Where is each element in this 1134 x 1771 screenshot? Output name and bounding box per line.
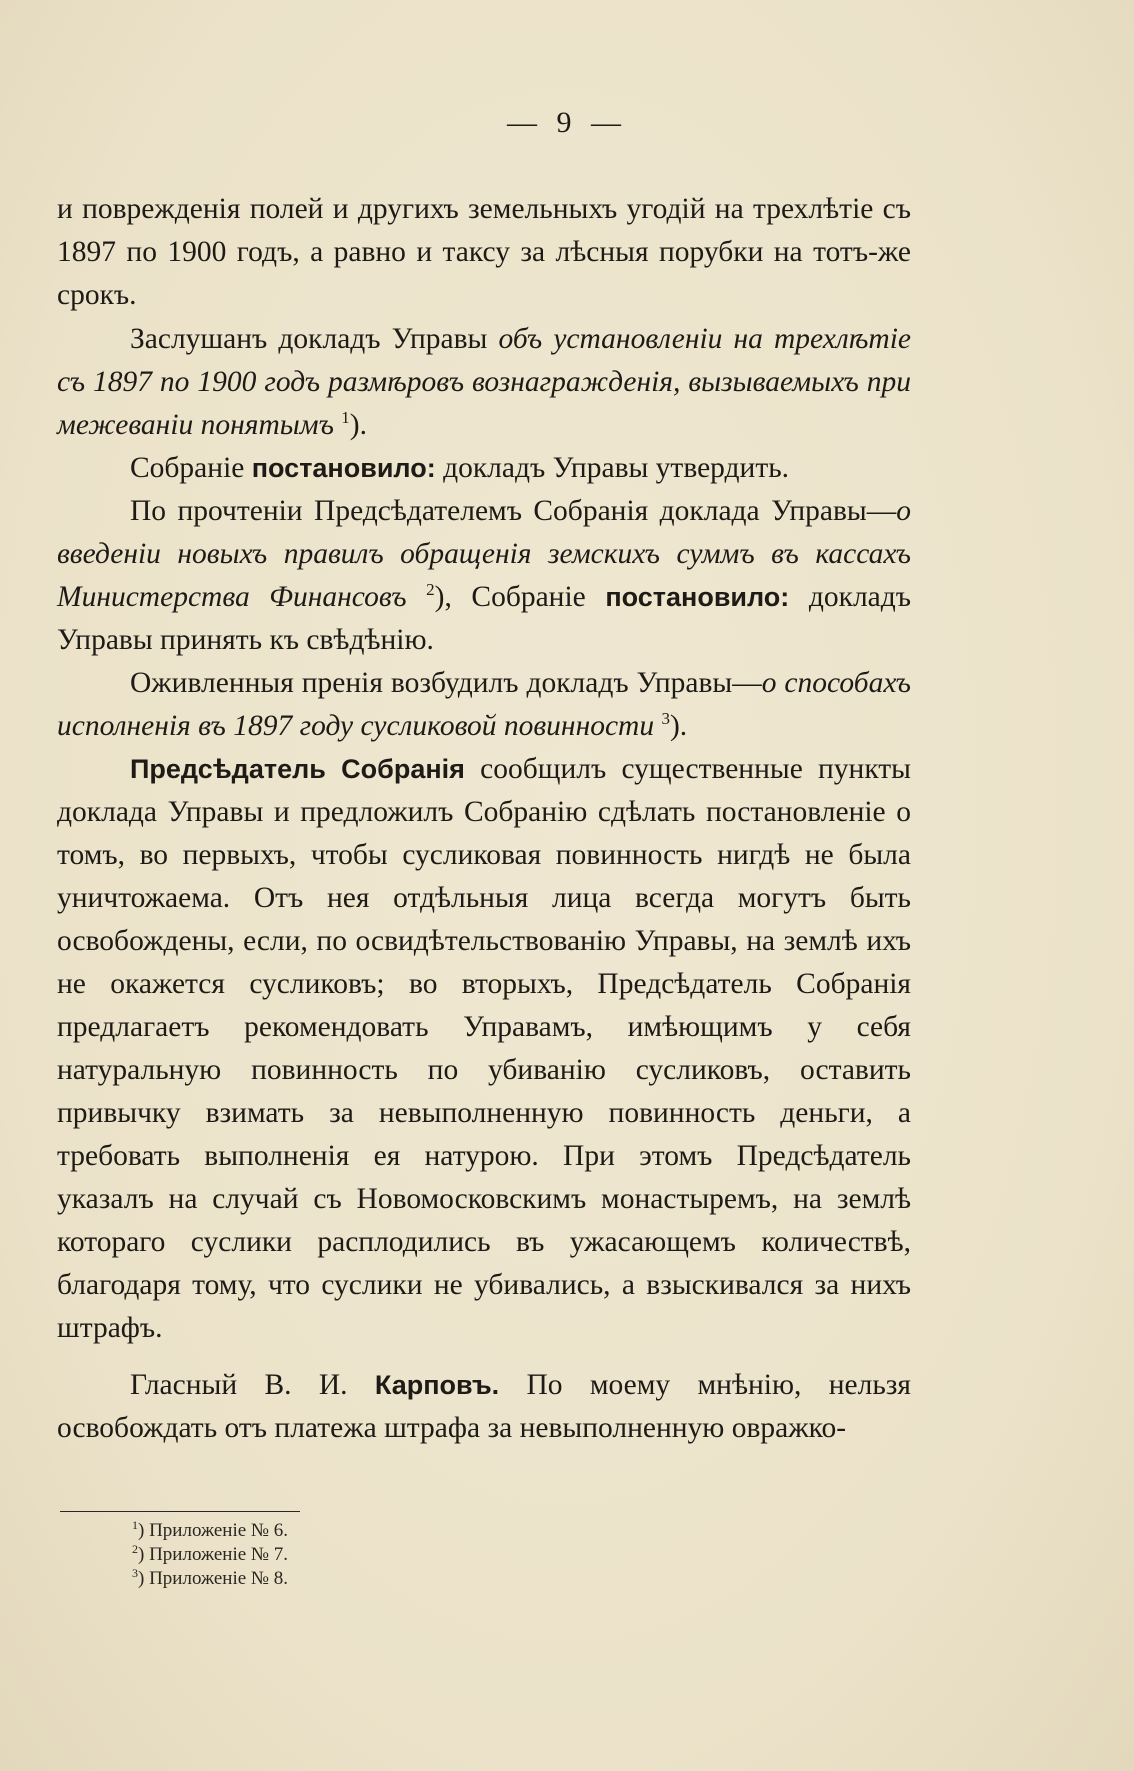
footnote-1-text: ) Приложеніе № 6. [138, 1520, 289, 1541]
footnote-3-text: ) Приложеніе № 8. [138, 1568, 289, 1589]
paragraph-4-topic: о введеніи новыхъ правилъ обращенія земскихъ суммъ въ кассахъ Министерства Финансовъ [57, 495, 911, 613]
paragraph-3-lead: Собраніе [130, 452, 252, 484]
paragraph-4-lead: По прочтеніи Предсѣдателемъ Собранія доклада Управы— [130, 495, 897, 527]
footnotes [132, 1519, 288, 1591]
paragraph-6-text: сообщилъ существенные пункты доклада Управы и предложилъ Собранію сдѣлать постановленіе о томъ, во первыхъ, чтобы сусликовая повинность нигдѣ не была уничтожаема. Отъ нея отдѣльныя лица всегда могутъ быть освобождены, если, по освидѣтельствованію Управы, на землѣ ихъ не окажется сусликовъ; во вторыхъ, Предсѣдатель Собранія предлагаетъ рекомендовать Управамъ, имѣющимъ у себя натуральную повинность по убиванію сусликовъ, оставить привычку взимать за невыполненную повинность деньги, а требовать выполненія ея натурою. При этомъ Предсѣдатель указалъ на случай съ Новомосковскимъ монастыремъ, на землѣ котораго суслики расплодились въ ужасающемъ количествѣ, благодаря тому, что суслики не убивались, а взыскивался за нихъ штрафъ. [57, 753, 911, 1344]
paragraph-2-topic: объ установленіи на трехлѣтіе съ 1897 по 1900 годъ размѣровъ вознагражденія, вызываемыхъ при межеваніи понятымъ [57, 323, 911, 441]
footnote-1 [132, 1519, 288, 1543]
footnote-2-text: ) Приложеніе № 7. [138, 1544, 289, 1565]
paragraph-1 [57, 188, 911, 317]
paragraph-2-lead: Заслушанъ докладъ Управы [130, 323, 499, 355]
paragraph-5 [57, 662, 911, 748]
footnote-3-mark: 3 [132, 1566, 138, 1580]
footnote-ref-1: 1 [341, 408, 350, 427]
footnote-ref-3: 3 [661, 709, 670, 728]
paragraph-2 [57, 318, 911, 447]
paragraph-7-text: По моему мнѣнію, нельзя освобождать отъ платежа штрафа за невыполненную овражко- [57, 1369, 911, 1444]
paragraph-2-tail: ). [349, 409, 367, 441]
paragraph-1-text: и поврежденія полей и другихъ земельныхъ угодій на трехлѣтіе съ 1897 по 1900 годъ, а равно и таксу за лѣсныя порубки на тотъ-же срокъ. [57, 193, 911, 311]
footnote-2-mark: 2 [132, 1542, 138, 1556]
page-number: — 9 — [507, 106, 627, 139]
paragraph-5-lead: Оживленныя пренія возбудилъ докладъ Управы— [130, 667, 762, 699]
paragraph-6-speaker: Предсѣдатель Собранія [130, 754, 465, 784]
footnote-ref-2: 2 [426, 580, 435, 599]
paragraph-7 [57, 1364, 911, 1450]
paragraph-3-tail: докладъ Управы утвердить. [435, 452, 790, 484]
footnote-1-mark: 1 [132, 1518, 138, 1532]
footnote-3 [132, 1567, 288, 1591]
paragraph-4 [57, 490, 911, 662]
footnote-2 [132, 1543, 288, 1567]
body-text [57, 188, 911, 1450]
paragraph-5-tail: ). [669, 710, 688, 742]
paragraph-5-topic: о способахъ исполненія въ 1897 году сусликовой повинности [57, 667, 911, 742]
paragraph-4-tail: докладъ Управы принять къ свѣдѣнію. [57, 581, 912, 656]
paragraph-7-lead: Гласный В. И. [130, 1369, 375, 1401]
paragraph-7-speaker: Карповъ. [374, 1370, 500, 1400]
footnote-divider [60, 1511, 300, 1512]
paragraph-3 [57, 447, 911, 490]
paragraph-3-resolution: постановило: [251, 453, 436, 483]
paragraph-4-mid: ), Собраніе [434, 581, 606, 613]
paragraph-4-resolution: постановило: [605, 582, 790, 612]
paragraph-6 [57, 748, 911, 1350]
